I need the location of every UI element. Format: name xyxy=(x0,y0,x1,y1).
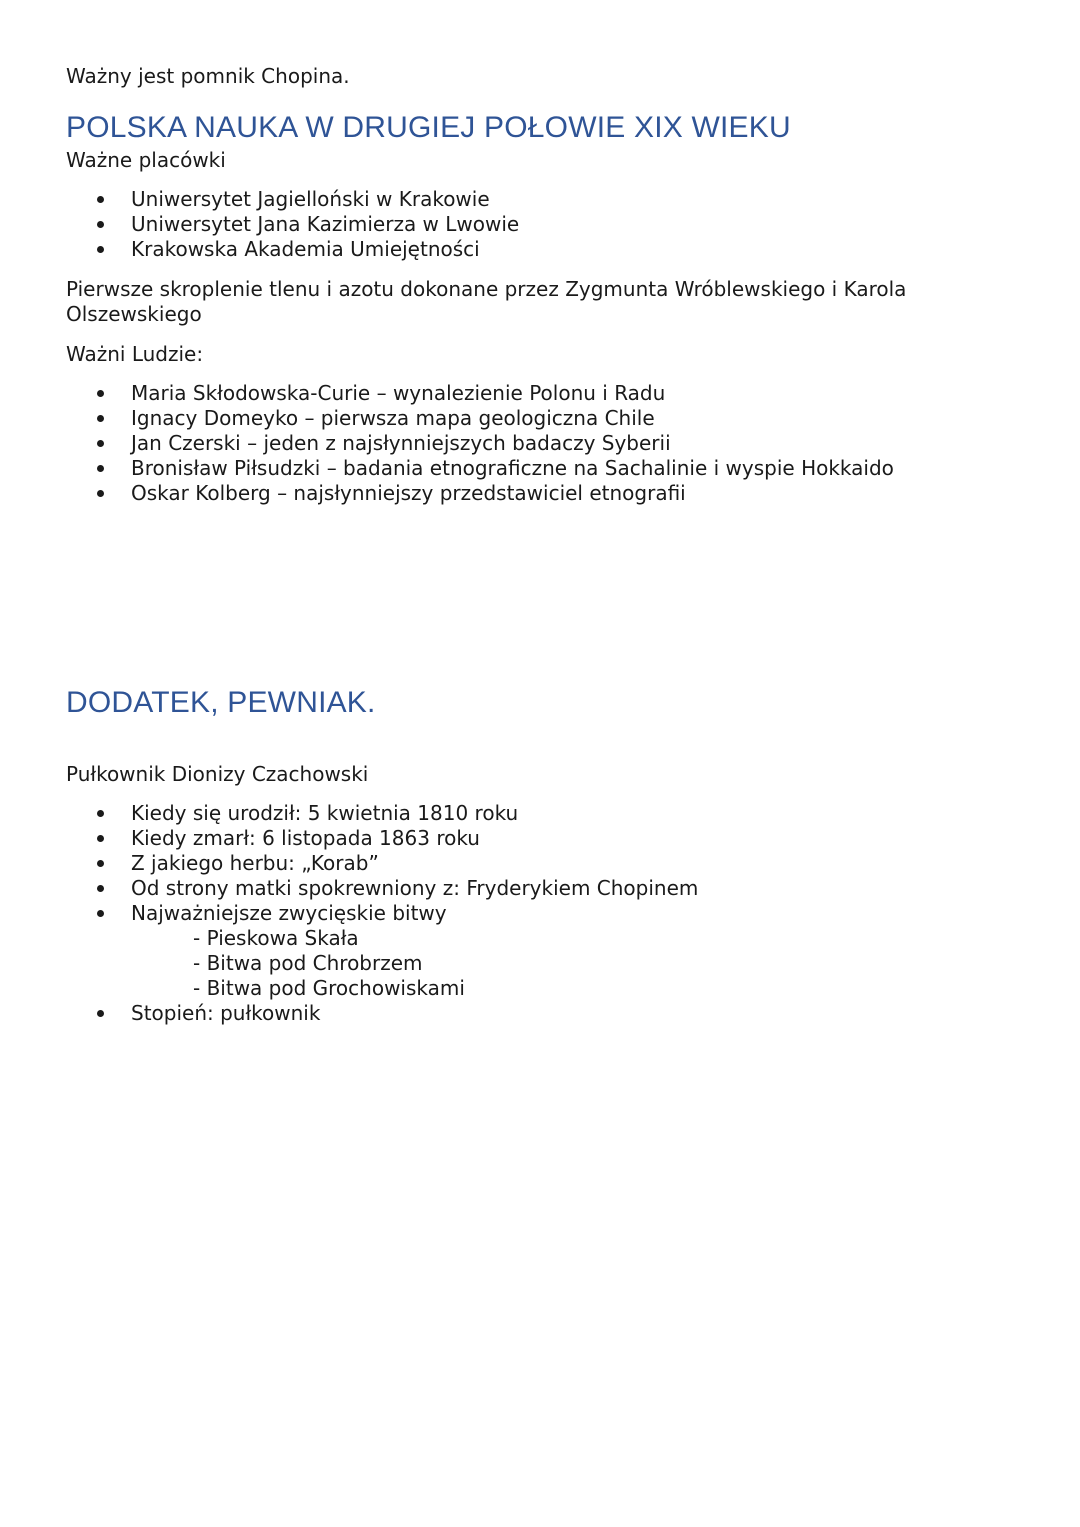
section-heading-science: POLSKA NAUKA W DRUGIEJ POŁOWIE XIX WIEKU xyxy=(66,111,791,144)
list-item: Bronisław Piłsudzki – badania etnograficzne na Sachalinie i wyspie Hokkaido xyxy=(0,456,894,481)
list-item: Najważniejsze zwycięskie bitwy - Pieskowa Skała - Bitwa pod Chrobrzem - Bitwa pod Grochowiskami xyxy=(0,901,698,1001)
places-label: Ważne placówki xyxy=(66,148,226,172)
sublist-item: - Bitwa pod Grochowiskami xyxy=(193,976,465,1000)
bullet-icon xyxy=(97,810,104,817)
people-list xyxy=(0,381,894,506)
list-item: Kiedy się urodził: 5 kwietnia 1810 roku xyxy=(0,801,698,826)
bullet-icon xyxy=(97,196,104,203)
bullet-icon xyxy=(97,490,104,497)
intro-text: Ważny jest pomnik Chopina. xyxy=(66,64,350,88)
bullet-icon xyxy=(97,440,104,447)
bullet-icon xyxy=(97,465,104,472)
bullet-icon xyxy=(97,221,104,228)
list-item: Stopień: pułkownik xyxy=(0,1001,698,1026)
list-item: Jan Czerski – jeden z najsłynniejszych badaczy Syberii xyxy=(0,431,894,456)
bullet-icon xyxy=(97,1010,104,1017)
liquefaction-line-2: Olszewskiego xyxy=(66,302,202,326)
list-item: Krakowska Akademia Umiejętności xyxy=(0,237,519,262)
sublist-item: - Pieskowa Skała xyxy=(193,926,359,950)
list-item: Uniwersytet Jagielloński w Krakowie xyxy=(0,187,519,212)
places-list xyxy=(0,187,519,262)
list-item: Kiedy zmarł: 6 listopada 1863 roku xyxy=(0,826,698,851)
facts-list xyxy=(0,801,698,1026)
list-item: Uniwersytet Jana Kazimierza w Lwowie xyxy=(0,212,519,237)
people-label: Ważni Ludzie: xyxy=(66,342,204,366)
list-item: Z jakiego herbu: „Korab” xyxy=(0,851,698,876)
battles-sublist xyxy=(131,926,698,1001)
bullet-icon xyxy=(97,415,104,422)
bullet-icon xyxy=(97,835,104,842)
bullet-icon xyxy=(97,885,104,892)
person-name: Pułkownik Dionizy Czachowski xyxy=(66,762,369,786)
list-item: Maria Skłodowska-Curie – wynalezienie Polonu i Radu xyxy=(0,381,894,406)
list-item: Od strony matki spokrewniony z: Fryderykiem Chopinem xyxy=(0,876,698,901)
bullet-icon xyxy=(97,910,104,917)
section-heading-extra: DODATEK, PEWNIAK. xyxy=(66,686,376,719)
sublist-item: - Bitwa pod Chrobrzem xyxy=(193,951,423,975)
bullet-icon xyxy=(97,390,104,397)
list-item: Oskar Kolberg – najsłynniejszy przedstawiciel etnografii xyxy=(0,481,894,506)
liquefaction-line-1: Pierwsze skroplenie tlenu i azotu dokonane przez Zygmunta Wróblewskiego i Karola xyxy=(66,277,907,301)
bullet-icon xyxy=(97,246,104,253)
bullet-icon xyxy=(97,860,104,867)
list-item: Ignacy Domeyko – pierwsza mapa geologiczna Chile xyxy=(0,406,894,431)
